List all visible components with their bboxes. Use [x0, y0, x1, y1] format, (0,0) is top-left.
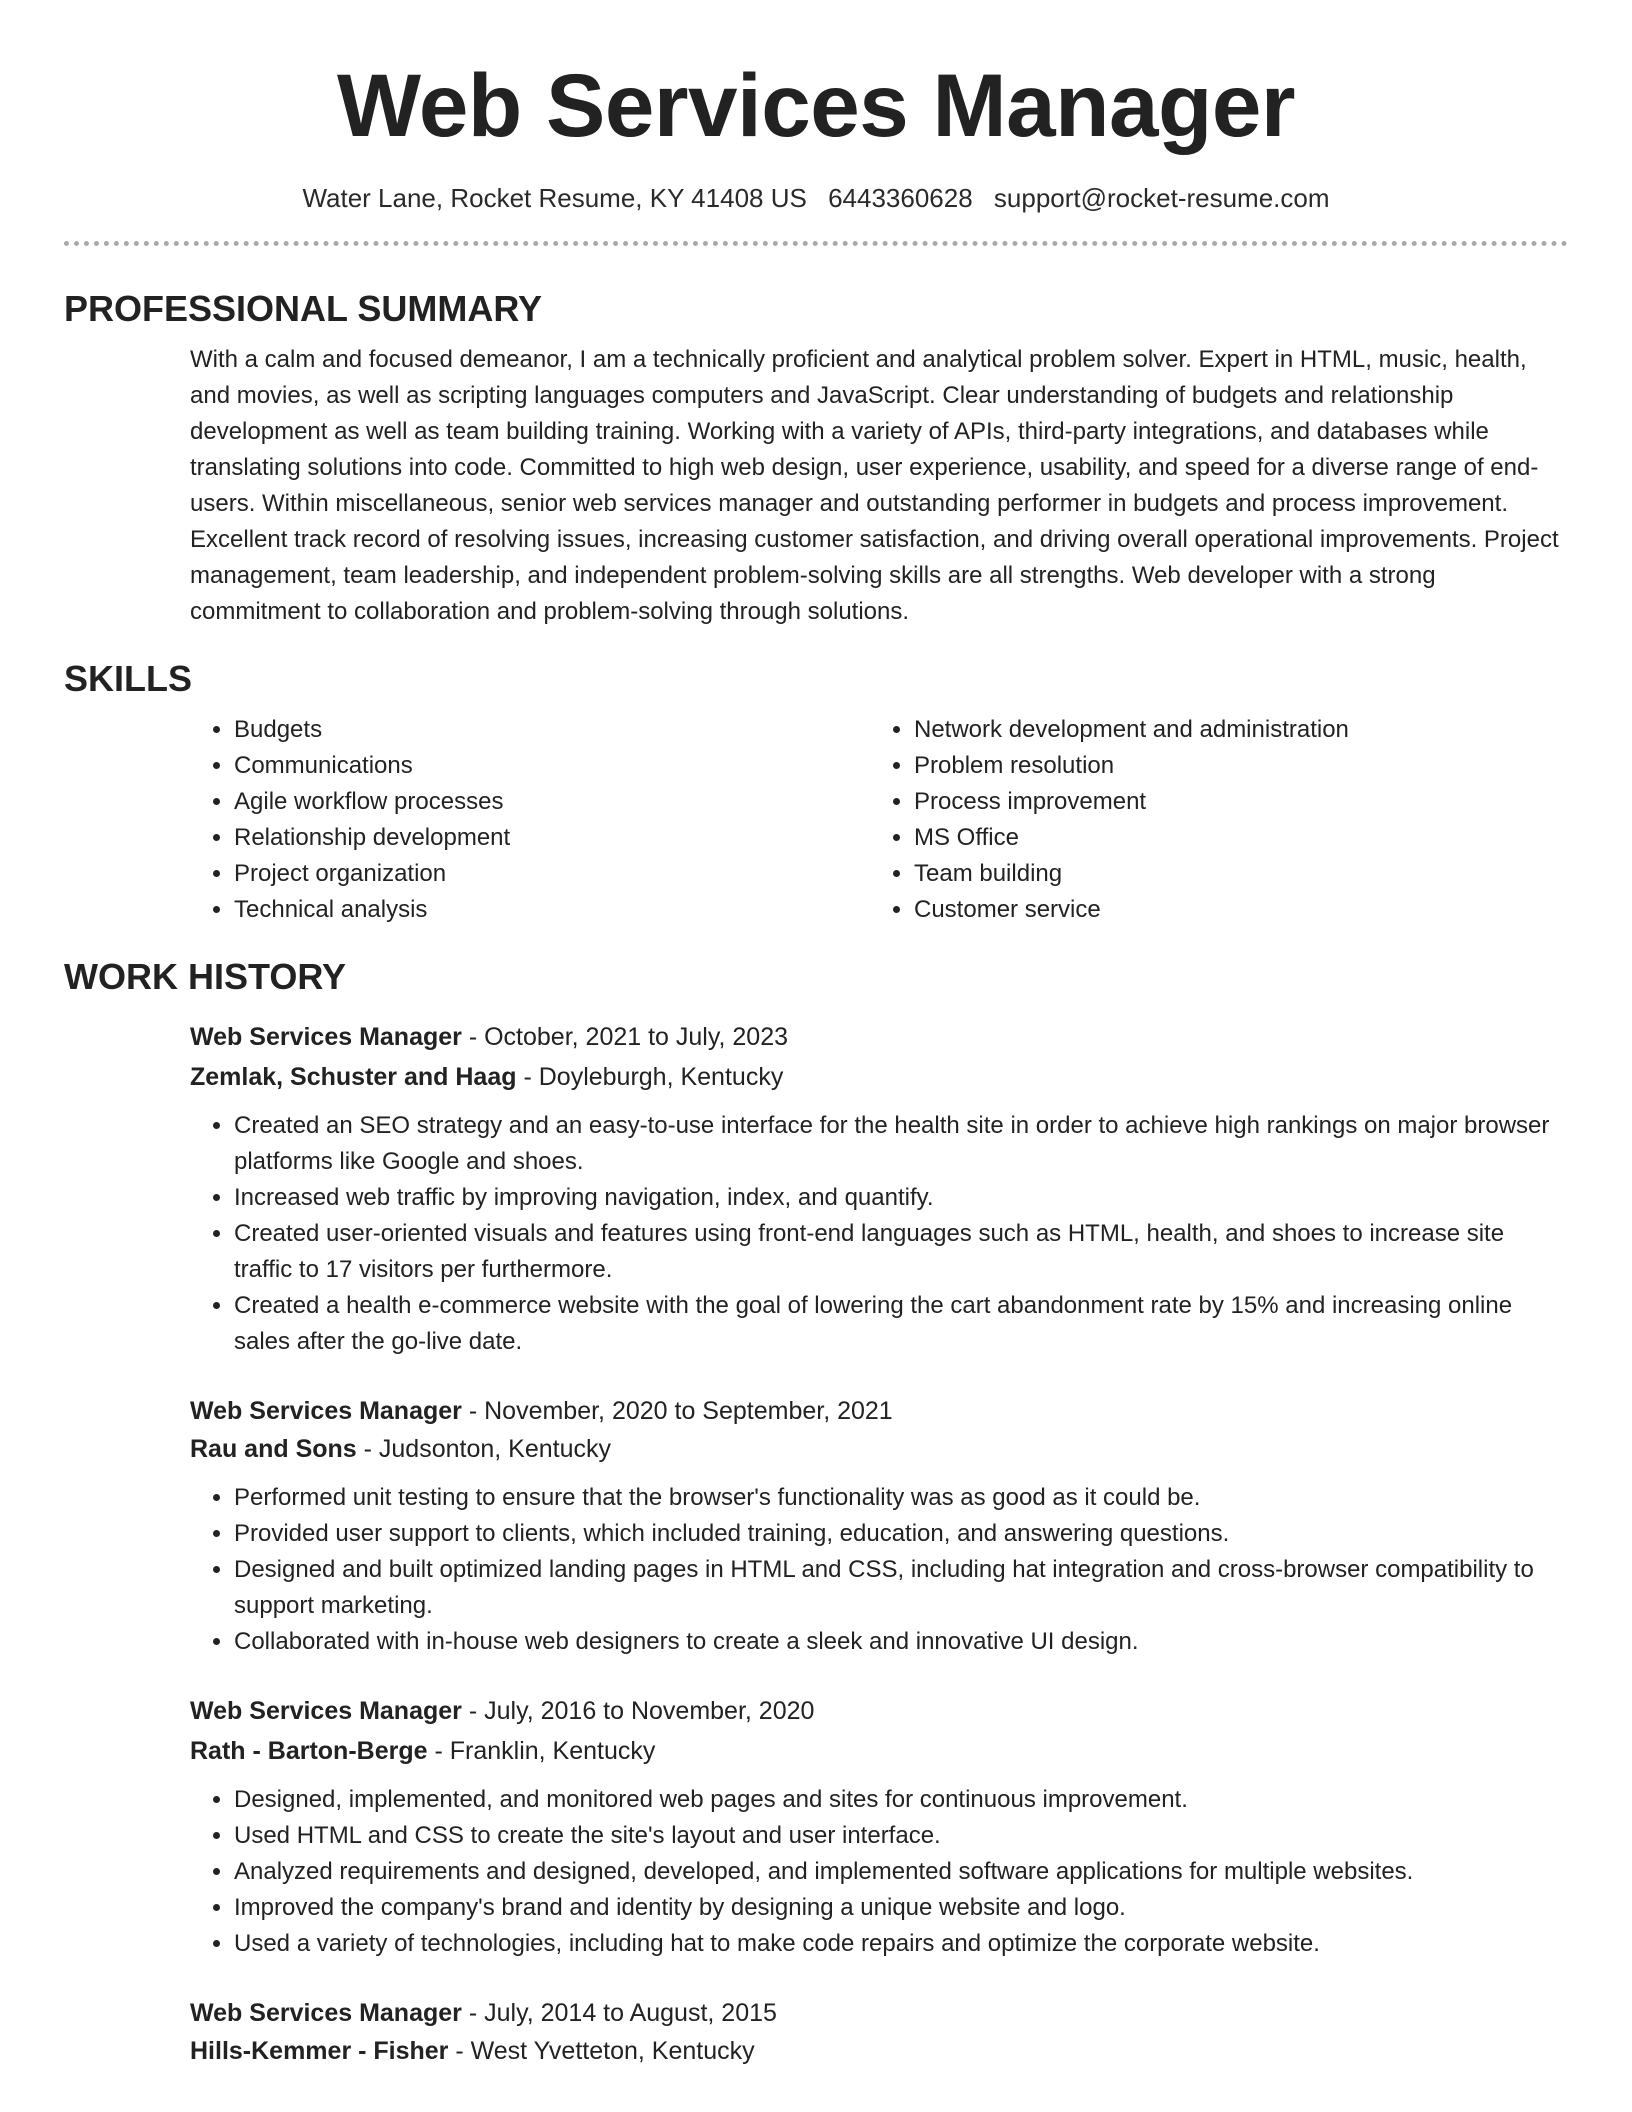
skill-item: • Network development and administration [914, 712, 1550, 748]
job-bullets [190, 1480, 1568, 1660]
skill-item: • Agile workflow processes [234, 784, 870, 820]
job-company-line [190, 1058, 1568, 1096]
skill-item: • Customer service [914, 892, 1550, 928]
skill-item: • Technical analysis [234, 892, 870, 928]
job-title: Web Services Manager [190, 1999, 462, 2027]
job-bullet: • Performed unit testing to ensure that the browser's functionality was as good as it could be. [234, 1480, 1568, 1516]
job-title-line [190, 1692, 1568, 1730]
job-bullet: • Created user-oriented visuals and features using front-end languages such as HTML, health, and shoes to increase site traffic to 17 visitors per furthermore. [234, 1216, 1568, 1288]
job-entry [64, 1018, 1568, 1360]
skills-heading: SKILLS [64, 658, 193, 699]
skill-item: • Budgets [234, 712, 870, 748]
job-bullet: • Used HTML and CSS to create the site's layout and user interface. [234, 1818, 1568, 1854]
job-bullets [190, 1782, 1568, 1962]
job-bullet: • Collaborated with in-house web designers to create a sleek and innovative UI design. [234, 1624, 1568, 1660]
job-dates: - November, 2020 to September, 2021 [461, 1397, 893, 1425]
skill-item: • Project organization [234, 856, 870, 892]
job-bullet: • Increased web traffic by improving navigation, index, and quantify. [234, 1180, 1568, 1216]
job-bullet: • Designed and built optimized landing pages in HTML and CSS, including hat integration and cross-browser compatibility to support marketing. [234, 1552, 1568, 1624]
job-company: Zemlak, Schuster and Haag [190, 1063, 517, 1091]
skills-column-right [870, 712, 1550, 928]
job-dates: - October, 2021 to July, 2023 [461, 1023, 789, 1051]
job-company-line [190, 1732, 1568, 1770]
job-company: Hills-Kemmer - Fisher [190, 2037, 449, 2065]
job-bullet: • Provided user support to clients, which included training, education, and answering questions. [234, 1516, 1568, 1552]
resume-page [64, 0, 1568, 2070]
job-location: - Judsonton, Kentucky [356, 1435, 611, 1463]
job-title-line [190, 1392, 1568, 1430]
job-company-line [190, 2032, 1568, 2070]
job-location: - West Yvetteton, Kentucky [448, 2037, 755, 2065]
skill-item: • Relationship development [234, 820, 870, 856]
job-bullets [190, 1108, 1568, 1360]
job-company-line [190, 1430, 1568, 1468]
contact-email: support@rocket-resume.com [993, 183, 1330, 213]
summary-text: With a calm and focused demeanor, I am a technically proficient and analytical problem solver. Expert in HTML, music, health, and movies, as well as scripting languages computers and JavaScript. Clear understanding of budgets and relationship development as well as team building training. Working with a variety of APIs, third-party integrations, and databases while translating solutions into code. Committed to high web design, user experience, usability, and speed for a diverse range of end-users. Within miscellaneous, senior web services manager and outstanding performer in budgets and process improvement. Excellent track record of resolving issues, increasing customer satisfaction, and driving overall operational improvements. Project management, team leadership, and independent problem-solving skills are all strengths. Web developer with a strong commitment to collaboration and problem-solving through solutions. [190, 346, 1559, 625]
job-title: Web Services Manager [190, 1697, 462, 1725]
contact-line [64, 181, 1568, 215]
header-divider [64, 241, 1568, 246]
job-company: Rau and Sons [190, 1435, 357, 1463]
job-bullet: • Created an SEO strategy and an easy-to-use interface for the health site in order to achieve high rankings on major browser platforms like Google and shoes. [234, 1108, 1568, 1180]
job-bullet: • Created a health e-commerce website with the goal of lowering the cart abandonment rate by 15% and increasing online sales after the go-live date. [234, 1288, 1568, 1360]
summary-heading: PROFESSIONAL SUMMARY [64, 288, 543, 329]
job-bullet: • Analyzed requirements and designed, developed, and implemented software applications for multiple websites. [234, 1854, 1568, 1890]
contact-address: Water Lane, Rocket Resume, KY 41408 US [302, 183, 807, 213]
skill-item: • Process improvement [914, 784, 1550, 820]
job-entry [64, 1994, 1568, 2070]
job-dates: - July, 2014 to August, 2015 [461, 1999, 777, 2027]
skill-item: • Communications [234, 748, 870, 784]
job-location: - Doyleburgh, Kentucky [516, 1063, 784, 1091]
skill-item: • MS Office [914, 820, 1550, 856]
skills-column-left [190, 712, 870, 928]
job-company: Rath - Barton-Berge [190, 1737, 428, 1765]
work-history-heading: WORK HISTORY [64, 956, 347, 997]
job-dates: - July, 2016 to November, 2020 [461, 1697, 815, 1725]
job-title: Web Services Manager [190, 1023, 462, 1051]
job-title-line [190, 1018, 1568, 1056]
skill-item: • Problem resolution [914, 748, 1550, 784]
resume-name: Web Services Manager [337, 55, 1295, 155]
job-bullet: • Improved the company's brand and identity by designing a unique website and logo. [234, 1890, 1568, 1926]
job-location: - Franklin, Kentucky [427, 1737, 656, 1765]
skills-list [190, 712, 1568, 928]
job-entry [64, 1392, 1568, 1660]
skill-item: • Team building [914, 856, 1550, 892]
job-entry [64, 1692, 1568, 1962]
contact-phone: 6443360628 [828, 183, 973, 213]
job-bullet: • Designed, implemented, and monitored web pages and sites for continuous improvement. [234, 1782, 1568, 1818]
job-title-line [190, 1994, 1568, 2032]
job-title: Web Services Manager [190, 1397, 462, 1425]
job-bullet: • Used a variety of technologies, including hat to make code repairs and optimize the corporate website. [234, 1926, 1568, 1962]
